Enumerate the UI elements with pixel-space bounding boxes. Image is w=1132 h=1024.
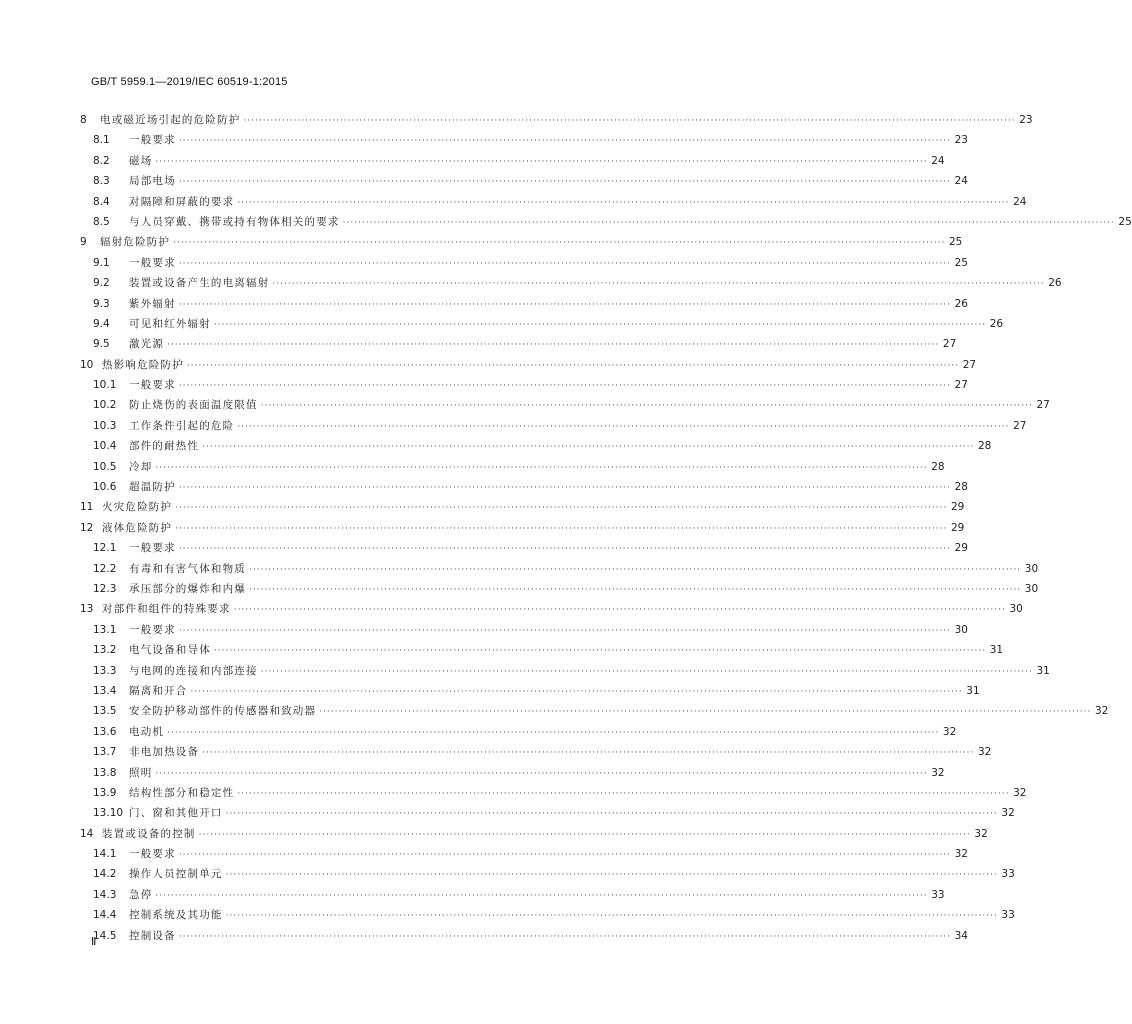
toc-entry-title: 装置或设备产生的电离辐射 [129, 277, 270, 290]
toc-entry-title: 装置或设备的控制 [102, 827, 196, 840]
toc-chapter-entry [80, 824, 988, 844]
toc-entry-title: 对部件和组件的特殊要求 [102, 603, 231, 616]
toc-section-entry [80, 701, 1109, 721]
toc-section-entry [80, 436, 992, 456]
toc-section-entry [80, 559, 1039, 579]
toc-dot-leader: ········································································································································································································ [225, 809, 998, 820]
toc-entry-number: 9 [80, 236, 87, 249]
toc-entry-page: 31 [966, 684, 980, 697]
toc-entry-number: 13.1 [93, 623, 117, 636]
toc-section-entry [80, 477, 968, 497]
toc-section-entry [80, 294, 968, 314]
toc-section-entry [80, 273, 1062, 293]
toc-entry-page: 30 [1024, 582, 1039, 595]
toc-entry-title: 局部电场 [129, 175, 176, 188]
toc-entry-title: 结构性部分和稳定性 [129, 786, 235, 799]
toc-entry-page: 32 [942, 725, 957, 738]
toc-dot-leader: ········································································································································································································ [237, 421, 1010, 432]
toc-section-entry [80, 151, 945, 171]
toc-section-entry [80, 579, 1039, 599]
toc-entry-page: 32 [1001, 807, 1015, 820]
toc-entry-number: 13 [80, 603, 94, 616]
toc-entry-number: 14.1 [93, 848, 117, 861]
toc-dot-leader: ········································································································································································································ [178, 544, 951, 555]
toc-dot-leader: ········································································································································································································ [249, 584, 1022, 595]
toc-entry-title: 急停 [129, 888, 153, 901]
toc-entry-number: 10.1 [93, 379, 117, 392]
toc-dot-leader: ········································································································································································································ [225, 911, 998, 922]
toc-dot-leader: ········································································································································································································ [178, 381, 951, 392]
toc-dot-leader: ········································································································································································································ [237, 788, 1010, 799]
toc-entry-page: 29 [951, 521, 965, 534]
toc-entry-title: 有毒和有害气体和物质 [129, 562, 246, 575]
toc-dot-leader: ········································································································································································································ [202, 748, 975, 759]
toc-chapter-entry [80, 518, 965, 538]
toc-entry-title: 照明 [129, 766, 153, 779]
toc-section-entry [80, 681, 980, 701]
toc-entry-number: 13.9 [93, 786, 117, 799]
toc-dot-leader: ········································································································································································································ [155, 462, 928, 473]
toc-entry-number: 12.1 [93, 542, 117, 555]
toc-entry-title: 激光源 [129, 338, 165, 351]
toc-section-entry [80, 926, 968, 946]
toc-entry-title: 一般要求 [129, 542, 176, 555]
toc-entry-number: 10 [80, 358, 94, 371]
toc-entry-number: 8.4 [93, 195, 110, 208]
toc-entry-page: 27 [1036, 399, 1050, 412]
toc-entry-title: 隔离和开合 [129, 684, 188, 697]
toc-section-entry [80, 375, 968, 395]
toc-entry-page: 28 [954, 481, 968, 494]
toc-entry-page: 32 [974, 827, 988, 840]
toc-dot-leader: ········································································································································································································ [167, 340, 940, 351]
toc-entry-page: 24 [931, 154, 945, 167]
toc-dot-leader: ········································································································································································································ [319, 707, 1092, 718]
toc-section-entry [80, 661, 1050, 681]
table-of-contents [80, 110, 1132, 946]
toc-entry-page: 25 [949, 236, 963, 249]
toc-dot-leader: ········································································································································································································ [178, 136, 951, 147]
toc-section-entry [80, 538, 968, 558]
toc-section-entry [80, 457, 945, 477]
toc-entry-page: 25 [1118, 215, 1132, 228]
toc-entry-page: 32 [1095, 705, 1109, 718]
toc-entry-number: 8.1 [93, 134, 110, 147]
toc-entry-page: 30 [1009, 603, 1023, 616]
document-header: GB/T 5959.1—2019/IEC 60519-1:2015 [91, 76, 288, 88]
toc-entry-number: 13.3 [93, 664, 117, 677]
toc-entry-title: 紫外辐射 [129, 297, 176, 310]
toc-entry-title: 操作人员控制单元 [129, 868, 223, 881]
toc-entry-page: 30 [1024, 562, 1039, 575]
toc-dot-leader: ········································································································································································································ [225, 870, 998, 881]
toc-entry-number: 8 [80, 114, 87, 126]
toc-dot-leader: ········································································································································································································ [175, 503, 948, 514]
toc-dot-leader: ········································································································································································································ [175, 523, 948, 534]
toc-entry-number: 8.2 [93, 154, 110, 167]
toc-dot-leader: ········································································································································································································ [178, 299, 951, 310]
toc-dot-leader: ········································································································································································································ [249, 564, 1022, 575]
toc-entry-number: 14.5 [93, 929, 117, 942]
toc-section-entry [80, 722, 957, 742]
toc-entry-page: 33 [1001, 909, 1015, 922]
toc-chapter-entry [80, 355, 977, 375]
toc-entry-number: 13.4 [93, 684, 117, 697]
toc-section-entry [80, 885, 945, 905]
toc-entry-page: 28 [931, 460, 945, 473]
toc-entry-page: 32 [931, 766, 945, 779]
toc-dot-leader: ········································································································································································································ [155, 156, 928, 167]
toc-entry-page: 23 [1019, 114, 1033, 126]
toc-entry-page: 29 [951, 501, 965, 514]
toc-entry-page: 29 [954, 542, 968, 555]
toc-entry-number: 13.8 [93, 766, 117, 779]
toc-entry-title: 一般要求 [129, 848, 176, 861]
toc-entry-number: 10.5 [93, 460, 117, 473]
toc-dot-leader: ········································································································································································································ [198, 829, 971, 840]
toc-chapter-entry [80, 599, 1023, 619]
toc-entry-number: 13.5 [93, 705, 117, 718]
toc-entry-title: 液体危险防护 [102, 521, 173, 534]
toc-entry-title: 与人员穿戴、携带或持有物体相关的要求 [129, 215, 340, 228]
toc-entry-page: 33 [1001, 868, 1015, 881]
toc-entry-number: 8.5 [93, 215, 110, 228]
toc-entry-title: 控制设备 [129, 929, 176, 942]
toc-dot-leader: ········································································································································································································ [178, 258, 951, 269]
toc-entry-page: 26 [989, 317, 1004, 330]
toc-section-entry [80, 620, 968, 640]
toc-entry-number: 13.2 [93, 644, 117, 657]
toc-entry-page: 25 [954, 256, 968, 269]
toc-entry-number: 9.1 [93, 256, 110, 269]
toc-entry-page: 33 [931, 888, 945, 901]
toc-section-entry [80, 212, 1132, 232]
toc-entry-title: 电气设备和导体 [129, 644, 211, 657]
toc-dot-leader: ········································································································································································································ [213, 646, 987, 657]
toc-entry-title: 控制系统及其功能 [129, 909, 223, 922]
toc-entry-page: 27 [962, 358, 977, 371]
toc-section-entry [80, 130, 968, 150]
toc-section-entry [80, 395, 1050, 415]
toc-dot-leader: ········································································································································································································ [155, 768, 928, 779]
toc-entry-page: 28 [978, 440, 992, 453]
toc-dot-leader: ········································································································································································································ [186, 360, 960, 371]
toc-entry-page: 32 [978, 746, 992, 759]
toc-section-entry [80, 171, 968, 191]
toc-entry-page: 27 [954, 379, 968, 392]
toc-dot-leader: ········································································································································································································ [190, 686, 963, 697]
toc-section-entry [80, 905, 1015, 925]
toc-dot-leader: ········································································································································································································ [243, 116, 1016, 126]
toc-entry-number: 13.10 [93, 807, 124, 820]
toc-dot-leader: ········································································································································································································ [213, 319, 987, 330]
toc-entry-page: 34 [954, 929, 968, 942]
toc-entry-title: 对隔障和屏蔽的要求 [129, 195, 235, 208]
toc-entry-number: 10.4 [93, 440, 117, 453]
toc-entry-number: 9.4 [93, 317, 110, 330]
toc-entry-title: 一般要求 [129, 379, 176, 392]
toc-entry-title: 热影响危险防护 [102, 358, 184, 371]
toc-section-entry [80, 253, 968, 273]
toc-entry-page: 26 [1048, 277, 1062, 290]
toc-dot-leader: ········································································································································································································ [237, 197, 1010, 208]
toc-entry-number: 14 [80, 827, 94, 840]
toc-entry-number: 9.5 [93, 338, 110, 351]
toc-section-entry [80, 742, 992, 762]
toc-entry-number: 13.6 [93, 725, 117, 738]
toc-dot-leader: ········································································································································································································ [178, 177, 951, 188]
toc-entry-title: 电动机 [129, 725, 165, 738]
toc-entry-title: 承压部分的爆炸和内爆 [129, 582, 246, 595]
toc-dot-leader: ········································································································································································································ [202, 442, 975, 453]
toc-dot-leader: ········································································································································································································ [272, 279, 1045, 290]
toc-section-entry [80, 763, 945, 783]
toc-entry-page: 32 [1013, 786, 1027, 799]
toc-section-entry [80, 783, 1027, 803]
toc-dot-leader: ········································································································································································································ [173, 238, 946, 249]
toc-entry-title: 防止烧伤的表面温度限值 [129, 399, 258, 412]
toc-entry-title: 非电加热设备 [129, 746, 200, 759]
toc-entry-number: 14.2 [93, 868, 117, 881]
toc-section-entry [80, 844, 968, 864]
toc-chapter-entry [80, 232, 963, 252]
toc-section-entry [80, 314, 1004, 334]
toc-entry-title: 与电网的连接和内部连接 [129, 664, 258, 677]
toc-entry-number: 9.3 [93, 297, 110, 310]
toc-entry-number: 9.2 [93, 277, 110, 290]
toc-entry-number: 10.6 [93, 481, 117, 494]
toc-dot-leader: ········································································································································································································ [260, 666, 1033, 677]
toc-dot-leader: ········································································································································································································ [178, 931, 951, 942]
toc-entry-number: 13.7 [93, 746, 117, 759]
toc-dot-leader: ········································································································································································································ [342, 217, 1115, 228]
toc-entry-title: 部件的耐热性 [129, 440, 200, 453]
toc-entry-title: 工作条件引起的危险 [129, 419, 235, 432]
toc-entry-number: 14.4 [93, 909, 117, 922]
toc-entry-title: 一般要求 [129, 623, 176, 636]
toc-dot-leader: ········································································································································································································ [167, 727, 940, 738]
toc-entry-title: 一般要求 [129, 256, 176, 269]
toc-section-entry [80, 803, 1015, 823]
toc-entry-title: 超温防护 [129, 481, 176, 494]
toc-section-entry [80, 640, 1004, 660]
toc-entry-number: 10.3 [93, 419, 117, 432]
toc-entry-number: 12 [80, 521, 94, 534]
toc-entry-page: 26 [954, 297, 968, 310]
toc-entry-title: 磁场 [129, 154, 153, 167]
toc-dot-leader: ········································································································································································································ [178, 483, 951, 494]
toc-entry-title: 火灾危险防护 [102, 501, 173, 514]
toc-entry-number: 14.3 [93, 888, 117, 901]
toc-entry-page: 27 [942, 338, 957, 351]
toc-dot-leader: ········································································································································································································ [178, 850, 951, 861]
page-number: Ⅱ [91, 936, 97, 948]
toc-section-entry [80, 864, 1015, 884]
toc-section-entry [80, 192, 1027, 212]
toc-entry-page: 32 [954, 848, 968, 861]
toc-entry-title: 电或磁近场引起的危险防护 [100, 114, 241, 126]
toc-entry-number: 11 [80, 501, 94, 514]
toc-dot-leader: ········································································································································································································ [260, 401, 1033, 412]
toc-entry-number: 12.3 [93, 582, 117, 595]
toc-entry-number: 8.3 [93, 175, 110, 188]
toc-dot-leader: ········································································································································································································ [233, 605, 1006, 616]
toc-chapter-entry [80, 110, 1033, 130]
toc-entry-page: 30 [954, 623, 968, 636]
toc-section-entry [80, 416, 1027, 436]
toc-entry-page: 23 [954, 134, 968, 147]
toc-entry-page: 31 [989, 644, 1004, 657]
toc-entry-title: 一般要求 [129, 134, 176, 147]
toc-entry-number: 12.2 [93, 562, 117, 575]
toc-entry-page: 24 [1013, 195, 1027, 208]
toc-entry-page: 31 [1036, 664, 1050, 677]
toc-section-entry [80, 334, 957, 354]
toc-entry-title: 门、窗和其他开口 [129, 807, 223, 820]
toc-entry-title: 安全防护移动部件的传感器和致动器 [129, 705, 317, 718]
toc-entry-number: 10.2 [93, 399, 117, 412]
toc-entry-page: 24 [954, 175, 968, 188]
toc-dot-leader: ········································································································································································································ [178, 625, 951, 636]
toc-entry-title: 可见和红外辐射 [129, 317, 211, 330]
toc-dot-leader: ········································································································································································································ [155, 890, 928, 901]
toc-chapter-entry [80, 497, 965, 517]
toc-entry-page: 27 [1013, 419, 1027, 432]
toc-entry-title: 辐射危险防护 [100, 236, 171, 249]
toc-entry-title: 冷却 [129, 460, 153, 473]
